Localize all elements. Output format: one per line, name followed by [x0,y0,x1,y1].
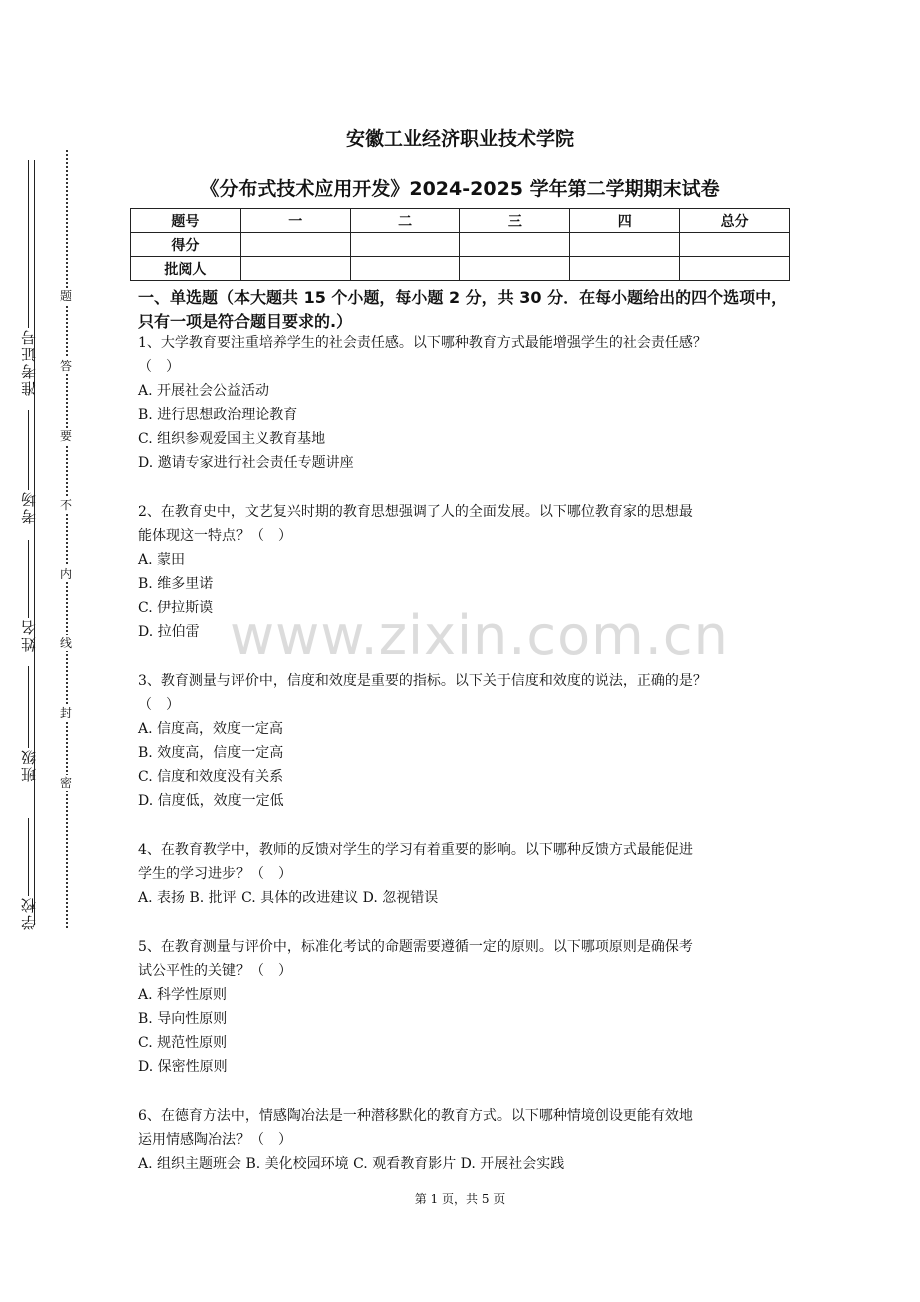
exam-title: 《分布式技术应用开发》2024-2025 学年第二学期期末试卷 [200,178,720,200]
binding-field-room [14,410,42,524]
question-5 [138,935,788,1079]
score-table-header-cell: 三 [460,209,570,233]
score-table-header-cell: 四 [570,209,680,233]
watermark: www.zixin.com.cn [230,604,729,667]
question-option: A. 表扬 B. 批评 C. 具体的改进建议 D. 忽视错误 [138,890,439,906]
question-option: B. 效度高，信度一定高 [138,745,284,761]
seal-char: 不 [59,498,72,512]
question-stem: 2、在教育史中，文艺复兴时期的教育思想强调了人的全面发展。以下哪位教育家的思想最 [138,504,693,520]
question-stem: 6、在德育方法中，情感陶冶法是一种潜移默化的教育方式。以下哪种情境创设更能有效地 [138,1108,693,1124]
score-cell[interactable] [350,257,460,281]
score-cell[interactable] [460,233,570,257]
score-cell[interactable] [460,257,570,281]
binding-label: 准考证号 [19,328,38,396]
school-name: 安徽工业经济职业技术学院 [345,128,574,150]
question-option: D. 保密性原则 [138,1059,228,1075]
question-option: D. 邀请专家进行社会责任专题讲座 [138,455,354,471]
seal-char: 内 [59,567,72,581]
seal-char: 要 [59,429,72,443]
question-stem: 5、在教育测量与评价中，标准化考试的命题需要遵循一定的原则。以下哪项原则是确保考 [138,939,693,955]
score-table-header-cell: 二 [350,209,460,233]
question-stem: 学生的学习进步？（ ） [138,866,292,882]
question-stem: （ ） [138,359,180,375]
question-2 [138,500,788,644]
question-option: A. 蒙田 [138,552,186,568]
binding-field-school [14,818,42,930]
question-stem: 4、在教育教学中，教师的反馈对学生的学习有着重要的影响。以下哪种反馈方式最能促进 [138,842,693,858]
score-cell[interactable] [240,233,350,257]
binding-label: 学校 [19,896,38,930]
score-table-row [131,233,790,257]
seal-char: 封 [59,706,72,720]
binding-label: 姓名 [19,618,38,652]
binding-label: 考场 [19,490,38,524]
score-table-header-cell: 一 [240,209,350,233]
score-cell[interactable] [570,257,680,281]
question-stem: 运用情感陶冶法？（ ） [138,1132,292,1148]
question-4 [138,838,788,910]
score-cell[interactable] [680,233,790,257]
question-stem: 1、大学教育要注重培养学生的社会责任感。以下哪种教育方式最能增强学生的社会责任感？ [138,335,707,351]
score-cell[interactable] [350,233,460,257]
question-option: D. 拉伯雷 [138,624,200,640]
question-6 [138,1104,788,1176]
question-option: C. 伊拉斯谟 [138,600,214,616]
question-option: B. 导向性原则 [138,1011,228,1027]
question-option: A. 开展社会公益活动 [138,383,270,399]
question-option: A. 科学性原则 [138,987,228,1003]
score-table-header-cell: 题号 [131,209,241,233]
score-table-header-row [131,209,790,233]
question-option: B. 维多里诺 [138,576,214,592]
binding-field-class [14,666,42,782]
question-stem: 试公平性的关键？（ ） [138,963,292,979]
question-stem: 3、教育测量与评价中，信度和效度是重要的指标。以下关于信度和效度的说法，正确的是？ [138,673,707,689]
page-footer: 第 1 页，共 5 页 [414,1192,506,1206]
question-list [138,331,788,1176]
score-row-label: 批阅人 [131,257,241,281]
question-stem: 能体现这一特点？（ ） [138,528,292,544]
score-table-row [131,257,790,281]
section-title: 一、单选题（本大题共 15 个小题，每小题 2 分，共 30 分．在每小题给出的四个选项中，只有一项是符合题目要求的.） [138,288,788,331]
question-option: A. 信度高，效度一定高 [138,721,284,737]
question-option: A. 组织主题班会 B. 美化校园环境 C. 观看教育影片 D. 开展社会实践 [138,1156,565,1172]
question-option: C. 信度和效度没有关系 [138,769,284,785]
score-cell[interactable] [570,233,680,257]
binding-dotted-rule [66,150,68,928]
score-table [130,208,790,281]
question-option: C. 组织参观爱国主义教育基地 [138,431,326,447]
seal-char: 答 [59,359,72,373]
score-table-header-cell: 总分 [680,209,790,233]
question-option: D. 信度低，效度一定低 [138,793,284,809]
question-stem: （ ） [138,697,180,713]
score-cell[interactable] [680,257,790,281]
binding-label: 班级 [19,748,38,782]
question-3 [138,669,788,813]
question-1 [138,331,788,475]
seal-char: 密 [59,776,72,790]
binding-field-name [14,540,42,652]
seal-char: 线 [59,636,72,650]
score-cell[interactable] [240,257,350,281]
score-row-label: 得分 [131,233,241,257]
seal-char: 题 [59,289,72,303]
question-option: C. 规范性原则 [138,1035,228,1051]
question-option: B. 进行思想政治理论教育 [138,407,298,423]
